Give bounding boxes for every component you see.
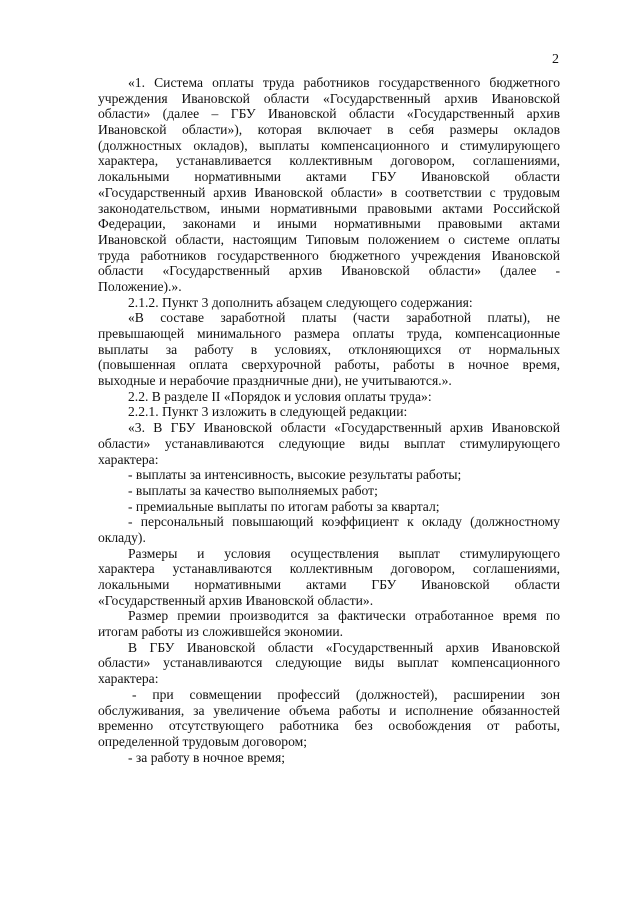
text-line: характера, устанавливается коллективным договором, соглашениями, (98, 153, 560, 169)
text-line: труда работников государственного бюджетного учреждения Ивановской (98, 247, 560, 263)
text-line: Ивановской области»), которая включает в себя размеры окладов (98, 122, 560, 138)
text-line: 2.2. В разделе II «Порядок и условия оплаты труда»: (128, 388, 432, 404)
text-line: законодательством, иными нормативными правовыми актами Российской (98, 200, 560, 216)
text-line: «Государственный архив Ивановской области» в соответствии с трудовым (98, 184, 560, 200)
text-line: «Государственный архив Ивановской области». (98, 592, 374, 608)
text-line: - при совмещении профессий (должностей), расширении зон (132, 686, 560, 702)
text-line: определенной трудовым договором; (98, 733, 308, 749)
text-line: - за работу в ночное время; (128, 749, 285, 765)
text-line: локальными нормативными актами ГБУ Ивановской области (98, 169, 560, 185)
text-line: «1. Система оплаты труда работников государственного бюджетного (128, 75, 560, 90)
text-line: - персональный повышающий коэффициент к окладу (должностному (128, 514, 560, 530)
text-line: итогам работы из сложившейся экономии. (98, 624, 344, 640)
text-line: - выплаты за интенсивность, высокие результаты работы; (128, 467, 462, 483)
text-line: превышающей минимального размера оплаты труда, компенсационные (98, 326, 560, 341)
text-line: области» (далее – ГБУ Ивановской области «Государственный архив (98, 106, 560, 122)
text-line: выплаты за работу в условиях, отклоняющихся от нормальных (98, 341, 560, 357)
text-line: (должностных окладов), выплаты компенсационного и стимулирующего (98, 137, 560, 153)
text-line: окладу). (98, 529, 146, 545)
text-line: - выплаты за качество выполняемых работ; (128, 482, 378, 498)
text-line: Размер премии производится за фактически отработанное время по (128, 608, 560, 624)
text-line: 2.1.2. Пункт 3 дополнить абзацем следующего содержания: (128, 294, 473, 310)
text-line: В ГБУ Ивановской области «Государственный архив Ивановской (128, 639, 560, 655)
text-line: обслуживания, за увеличение объема работы и исполнение обязанностей (98, 702, 560, 718)
text-line: «В составе заработной платы (части заработной платы), не (128, 310, 560, 326)
document-body (98, 75, 560, 765)
text-line: характера устанавливаются коллективным договором, соглашениями, (98, 561, 560, 577)
text-line: - премиальные выплаты по итогам работы за квартал; (128, 498, 440, 514)
text-line: характера: (98, 451, 159, 467)
text-line: Положение).». (98, 278, 182, 294)
text-line: Размеры и условия осуществления выплат стимулирующего (128, 545, 560, 561)
text-line: выходные и нерабочие праздничные дни), не учитываются.». (98, 373, 452, 389)
text-line: временно отсутствующего работника без освобождения от работы, (98, 718, 560, 734)
text-line: локальными нормативными актами ГБУ Ивановской области (98, 577, 560, 592)
page-number: 2 (552, 52, 559, 67)
text-line: (повышенная оплата сверхурочной работы, работы в ночное время, (98, 357, 560, 373)
text-line: 2.2.1. Пункт 3 изложить в следующей редакции: (128, 404, 408, 420)
text-line: области «Государственный архив Ивановской области» (далее - (98, 263, 560, 279)
text-line: «3. В ГБУ Ивановской области «Государственный архив Ивановской (128, 420, 560, 436)
text-line: учреждения Ивановской области «Государственный архив Ивановской (98, 90, 560, 106)
text-line: Федерации, законами и иными нормативными правовыми актами (98, 216, 560, 232)
text-line: Ивановской области, настоящим Типовым положением о системе оплаты (98, 231, 560, 247)
text-line: области» устанавливаются следующие виды выплат компенсационного (98, 655, 560, 671)
text-line: области» устанавливаются следующие виды выплат стимулирующего (98, 435, 560, 451)
text-line: характера: (98, 671, 159, 687)
